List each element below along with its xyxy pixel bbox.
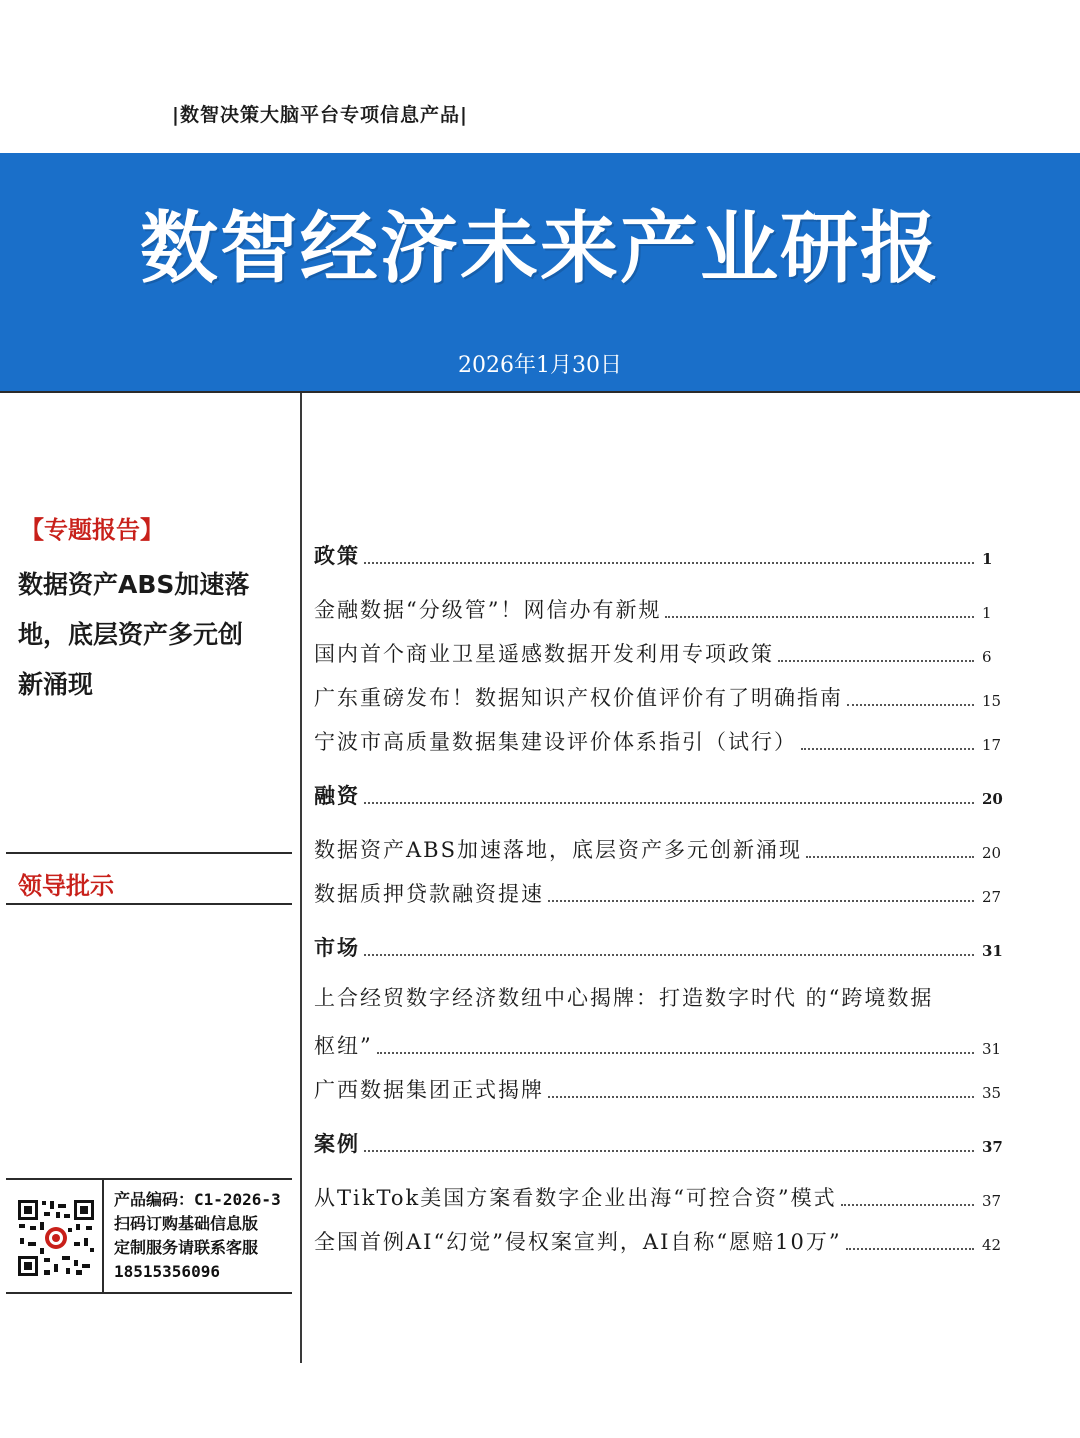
toc-section-cases[interactable] (314, 1128, 1004, 1158)
toc-section-market[interactable] (314, 932, 1004, 962)
toc-entry-title: 全国首例AI“幻觉”侵权案宣判，AI自称“愿赔10万” (314, 1230, 842, 1254)
toc-entry[interactable] (314, 682, 1004, 712)
toc-page-number: 17 (982, 736, 1002, 754)
toc-leader-dots (847, 703, 974, 706)
toc-entry[interactable] (314, 878, 1004, 908)
leader-remarks-heading: 领导批示 (18, 872, 114, 900)
special-report-line: 新涌现 (18, 670, 94, 699)
toc-page-number: 1 (982, 550, 993, 568)
toc-entry[interactable] (314, 594, 1004, 624)
toc-section-title: 市场 (314, 935, 360, 960)
toc-page-number: 37 (982, 1192, 1002, 1210)
toc-page-number: 15 (982, 692, 1002, 710)
custom-service-note: 定制服务请联系客服 (114, 1238, 259, 1257)
toc-leader-dots (364, 561, 974, 564)
leader-section-rule-top (6, 852, 292, 854)
product-info-box (6, 1178, 292, 1294)
toc-page-number: 1 (982, 604, 992, 622)
toc-entry-title: 广西数据集团正式揭牌 (314, 1078, 544, 1102)
toc-section-title: 融资 (314, 783, 360, 808)
toc-entry[interactable] (314, 834, 1004, 864)
toc-leader-dots (364, 1149, 974, 1152)
toc-entry-title: 国内首个商业卫星遥感数据开发利用专项政策 (314, 642, 774, 666)
toc-section-title: 政策 (314, 543, 360, 568)
toc-entry-title: 数据质押贷款融资提速 (314, 882, 544, 906)
product-code: 产品编码：C1-2026-3 (114, 1190, 281, 1209)
issue-date: 2026年1月30日 (458, 353, 622, 378)
toc-leader-dots (778, 659, 974, 662)
toc-entry[interactable] (314, 1226, 1004, 1256)
toc-entry-title: 枢纽” (314, 1034, 373, 1058)
qr-code-icon[interactable] (16, 1198, 96, 1278)
toc-page-number: 27 (982, 888, 1002, 906)
toc-page-number: 35 (982, 1084, 1002, 1102)
toc-entry[interactable] (314, 1074, 1004, 1104)
toc-page-number: 20 (982, 790, 1003, 808)
toc-entry-title: 数据资产ABS加速落地，底层资产多元创新涌现 (314, 838, 802, 862)
column-divider (300, 393, 302, 1363)
toc-entry[interactable] (314, 638, 1004, 668)
toc-leader-dots (364, 953, 974, 956)
subscribe-note: 扫码订购基础信息版 (114, 1214, 259, 1233)
toc-entry[interactable] (314, 1182, 1004, 1212)
toc-page-number: 31 (982, 942, 1003, 960)
toc-leader-dots (841, 1203, 974, 1206)
report-title: 数智经济未来产业研报 (139, 204, 940, 294)
special-report-heading: 【专题报告】 (20, 516, 164, 544)
product-info-divider (102, 1180, 104, 1292)
contact-phone[interactable]: 18515356096 (114, 1262, 220, 1281)
toc-section-policy[interactable] (314, 540, 1004, 570)
toc-entry-title: 宁波市高质量数据集建设评价体系指引（试行） (314, 730, 797, 754)
toc-leader-dots (364, 801, 974, 804)
toc-entry-title-line1[interactable]: 上合经贸数字经济数纽中心揭牌：打造数字时代 的“跨境数据 (314, 986, 934, 1010)
leader-section-rule-bottom (6, 903, 292, 905)
special-report-line: 数据资产ABS加速落 (18, 570, 250, 599)
toc-page-number: 42 (982, 1236, 1002, 1254)
toc-page-number: 31 (982, 1040, 1002, 1058)
toc-entry[interactable] (314, 726, 1004, 756)
toc-page-number: 20 (982, 844, 1002, 862)
special-report-line: 地，底层资产多元创 (18, 620, 244, 649)
toc-leader-dots (548, 899, 974, 902)
special-report-title (18, 560, 290, 710)
platform-label: |数智决策大脑平台专项信息产品| (172, 104, 468, 126)
toc-leader-dots (665, 615, 974, 618)
toc-leader-dots (548, 1095, 974, 1098)
toc-leader-dots (377, 1051, 974, 1054)
toc-section-title: 案例 (314, 1131, 360, 1156)
toc-entry[interactable] (314, 1030, 1004, 1060)
toc-leader-dots (846, 1247, 974, 1250)
toc-leader-dots (801, 747, 974, 750)
banner-divider (0, 391, 1080, 393)
toc-leader-dots (806, 855, 974, 858)
product-info-text (114, 1188, 281, 1284)
toc-entry-title: 金融数据“分级管”！网信办有新规 (314, 598, 662, 622)
toc-entry-title: 从TikTok美国方案看数字企业出海“可控合资”模式 (314, 1186, 837, 1210)
toc-section-financing[interactable] (314, 780, 1004, 810)
toc-entry-title: 广东重磅发布！数据知识产权价值评价有了明确指南 (314, 686, 843, 710)
toc-page-number: 37 (982, 1138, 1003, 1156)
toc-page-number: 6 (982, 648, 992, 666)
